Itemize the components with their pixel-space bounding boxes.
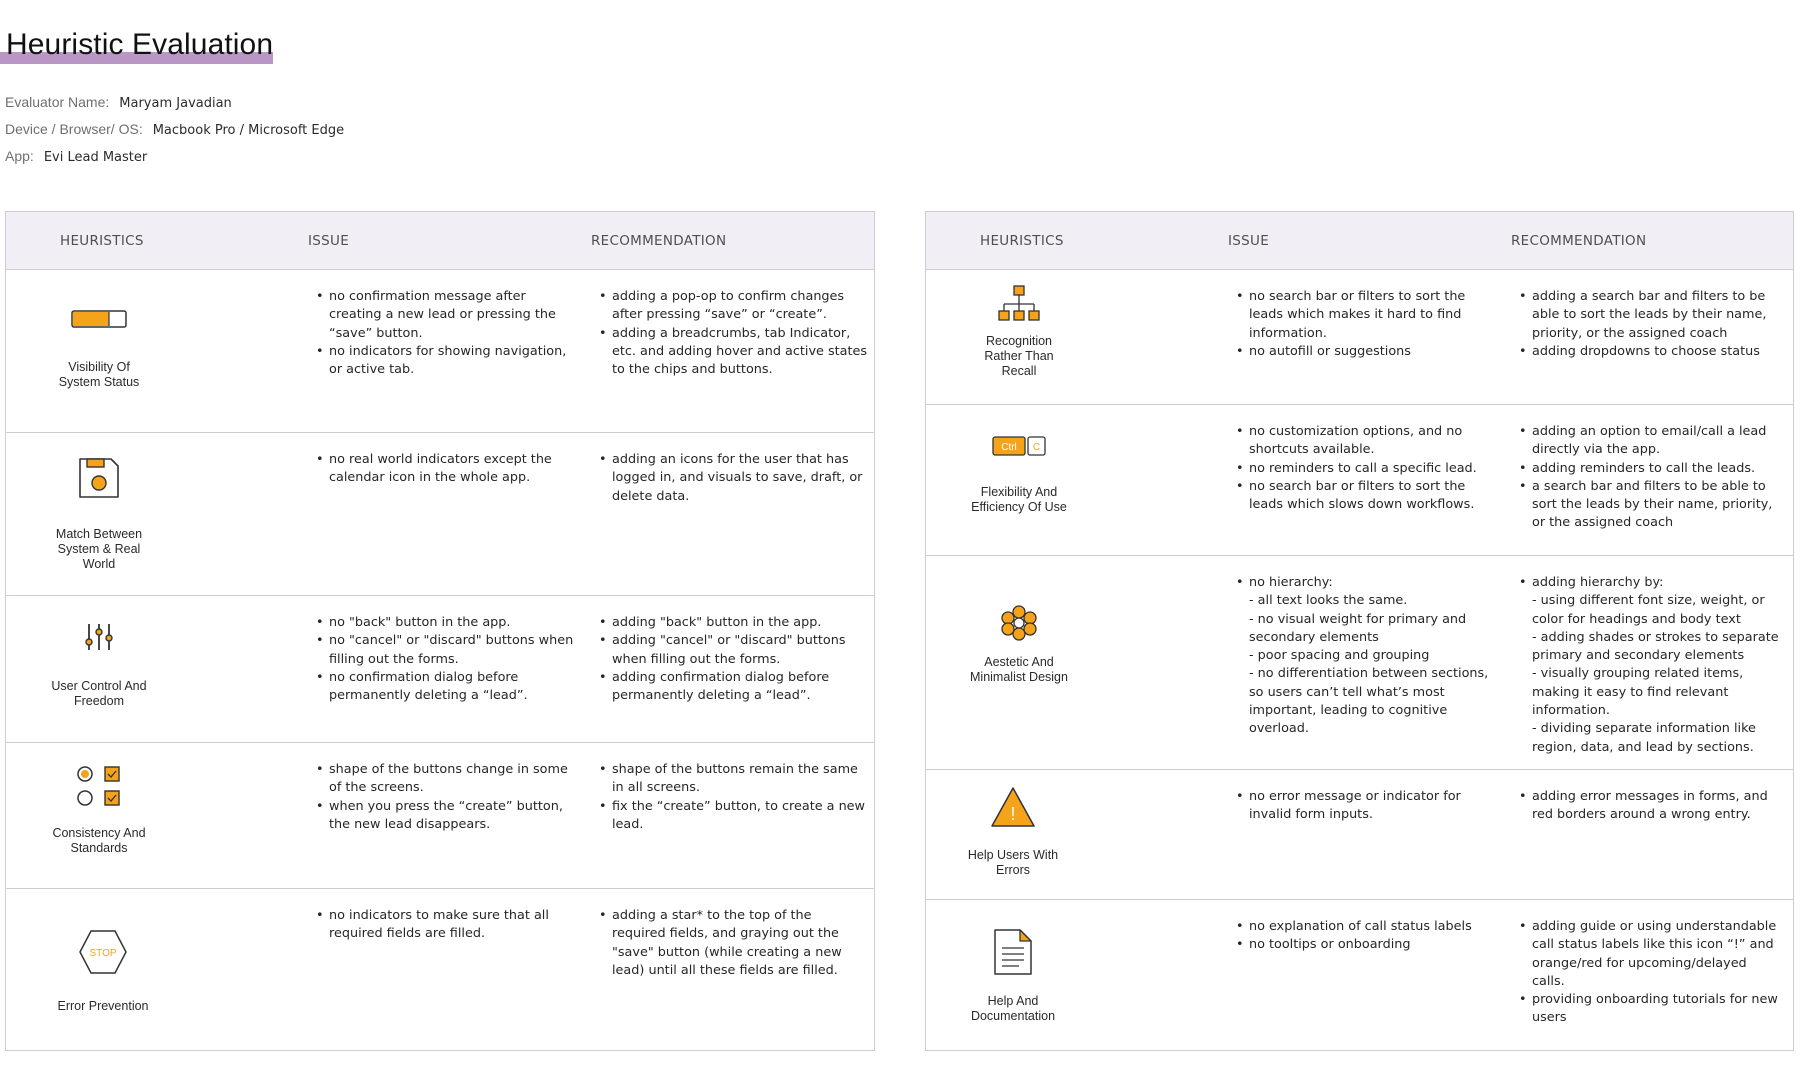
table-row <box>6 743 874 889</box>
document-icon <box>993 928 1033 976</box>
list-item: • adding error messages in forms, and red borders around a wrong entry. <box>1519 788 1768 825</box>
heuristics-column-header: HEURISTICS <box>980 233 1064 249</box>
heuristic-cell <box>24 622 174 709</box>
list-item: • shape of the buttons remain the same in all screens. <box>599 761 865 798</box>
table-row <box>6 889 874 1050</box>
list-item: • adding confirmation dialog before permanently deleting a “lead”. <box>599 669 846 706</box>
heuristic-label: Consistency And Standards <box>52 826 146 855</box>
list-item: • no tooltips or onboarding <box>1236 936 1472 954</box>
page-title: Heuristic Evaluation <box>6 28 274 61</box>
heuristic-label: Flexibility And Efficiency Of Use <box>971 485 1067 514</box>
list-item: • no indicators to make sure that all required fields are filled. <box>316 907 549 944</box>
table-header <box>6 212 874 270</box>
list-item: • no error message or indicator for invalid form inputs. <box>1236 788 1461 825</box>
device-label: Device / Browser/ OS: <box>5 121 143 137</box>
app-value: Evi Lead Master <box>43 150 148 165</box>
recommendation-list <box>599 288 867 379</box>
issue-list <box>1236 423 1477 514</box>
sliders-icon <box>84 622 114 652</box>
table-header <box>926 212 1793 270</box>
recommendation-list <box>599 451 862 506</box>
ctrl-key-text: Ctrl <box>1001 442 1017 453</box>
recommendation-column-header: RECOMMENDATION <box>591 233 727 249</box>
heuristic-cell <box>28 929 178 1014</box>
title-block <box>6 28 273 62</box>
list-item: • adding a pop-op to confirm changes after pressing “save” or “create”. <box>599 288 867 325</box>
issue-list <box>1236 574 1488 739</box>
list-item: • no search bar or filters to sort the leads which slows down workflows. <box>1236 478 1477 515</box>
table-row <box>926 900 1793 1050</box>
recommendation-list <box>1519 574 1779 757</box>
list-item: • no indicators for showing navigation, or active tab. <box>316 343 566 380</box>
list-item: • providing onboarding tutorials for new users <box>1519 991 1778 1028</box>
list-item: • shape of the buttons change in some of the screens. <box>316 761 568 798</box>
list-item: • adding an icons for the user that has logged in, and visuals to save, draft, or delete data. <box>599 451 862 506</box>
list-item: • adding reminders to call the leads. <box>1519 460 1772 478</box>
heuristic-label: Error Prevention <box>57 999 149 1013</box>
list-item: • no confirmation message after creating a new lead or pressing the “save” button. <box>316 288 566 343</box>
table-row <box>6 270 874 433</box>
issue-list <box>316 614 573 705</box>
list-item: • adding "cancel" or "discard" buttons when filling out the forms. <box>599 632 846 669</box>
recommendation-list <box>599 761 865 834</box>
list-item: • no "cancel" or "discard" buttons when filling out the forms. <box>316 632 573 669</box>
table-row <box>926 405 1793 556</box>
issue-list <box>1236 788 1461 825</box>
recommendation-list <box>599 907 842 980</box>
heuristic-cell <box>938 786 1088 878</box>
right-evaluation-table <box>925 211 1794 1051</box>
progress-bar-icon <box>71 310 127 328</box>
list-item: • no hierarchy: - all text looks the same. - no visual weight for primary and secondary elements - poor spacing and grouping - no differentiation between sections, so users can’t tell what’s most important, leading to cognitive overload. <box>1236 574 1488 739</box>
heuristic-cell <box>938 928 1088 1024</box>
recommendation-column-header: RECOMMENDATION <box>1511 233 1647 249</box>
list-item: • adding dropdowns to choose status <box>1519 343 1766 361</box>
keyboard-shortcut-icon <box>992 435 1046 457</box>
recommendation-list <box>599 614 846 705</box>
list-item: • no customization options, and no shortcuts available. <box>1236 423 1477 460</box>
table-row <box>926 270 1793 405</box>
list-item: • a search bar and filters to be able to sort the leads by their name, priority, or the assigned coach <box>1519 478 1772 533</box>
list-item: • no explanation of call status labels <box>1236 918 1472 936</box>
heuristic-cell <box>24 765 174 856</box>
evaluator-value: Maryam Javadian <box>119 96 232 111</box>
issue-list <box>316 288 566 379</box>
table-row <box>926 770 1793 900</box>
issue-list <box>1236 918 1472 955</box>
heuristic-cell <box>24 457 174 572</box>
list-item: • when you press the “create” button, the new lead disappears. <box>316 798 568 835</box>
device-value: Macbook Pro / Microsoft Edge <box>152 123 345 138</box>
list-item: • adding "back" button in the app. <box>599 614 846 632</box>
recommendation-list <box>1519 288 1766 361</box>
table-row <box>6 433 874 596</box>
list-item: • adding a search bar and filters to be able to sort the leads by their name, priority, or the assigned coach <box>1519 288 1766 343</box>
heuristic-label: Match Between System & Real World <box>55 527 143 571</box>
issue-list <box>316 761 568 834</box>
heuristics-column-header: HEURISTICS <box>60 233 144 249</box>
heuristic-label: Recognition Rather Than Recall <box>984 334 1054 378</box>
c-key-text: C <box>1032 442 1041 453</box>
floppy-disk-icon <box>78 457 120 499</box>
list-item: • fix the “create” button, to create a new lead. <box>599 798 865 835</box>
list-item: • no autofill or suggestions <box>1236 343 1465 361</box>
evaluator-label: Evaluator Name: <box>5 94 110 110</box>
warning-mark-text: ! <box>1010 804 1016 824</box>
heuristic-label: Help Users With Errors <box>967 848 1059 877</box>
list-item: • no confirmation dialog before permanently deleting a “lead”. <box>316 669 573 706</box>
recommendation-list <box>1519 788 1768 825</box>
issue-list <box>316 451 552 488</box>
list-item: • no search bar or filters to sort the leads which makes it hard to find information. <box>1236 288 1465 343</box>
heuristic-label: Help And Documentation <box>970 994 1056 1023</box>
list-item: • adding an option to email/call a lead directly via the app. <box>1519 423 1772 460</box>
heuristic-cell <box>944 604 1094 685</box>
list-item: • adding a breadcrumbs, tab Indicator, etc. and adding hover and active states to the chips and buttons. <box>599 325 867 380</box>
list-item: • no reminders to call a specific lead. <box>1236 460 1477 478</box>
issue-list <box>1236 288 1465 361</box>
issue-column-header: ISSUE <box>308 233 350 249</box>
left-evaluation-table <box>5 211 875 1051</box>
device-row <box>5 121 344 138</box>
list-item: • adding hierarchy by: - using different font size, weight, or color for headings and body text - adding shades or strokes to separate primary and secondary elements - visually grouping related items, making it easy to find relevant information. - dividing separate information like region, data, and lead by sections. <box>1519 574 1779 757</box>
stop-sign-icon <box>78 929 128 975</box>
flower-icon <box>1000 604 1038 642</box>
heuristic-label: Aestetic And Minimalist Design <box>970 655 1068 684</box>
issue-column-header: ISSUE <box>1228 233 1270 249</box>
table-row <box>926 556 1793 770</box>
list-item: • no real world indicators except the calendar icon in the whole app. <box>316 451 552 488</box>
heuristic-cell <box>944 284 1094 379</box>
recommendation-list <box>1519 918 1778 1028</box>
app-label: App: <box>5 148 34 164</box>
table-row <box>6 596 874 743</box>
app-row <box>5 148 147 165</box>
evaluator-row <box>5 94 232 111</box>
radio-checkbox-icon <box>76 765 122 807</box>
heuristic-cell <box>944 435 1094 515</box>
list-item: • adding a star* to the top of the required fields, and graying out the "save" button (while creating a new lead) until all these fields are filled. <box>599 907 842 980</box>
recommendation-list <box>1519 423 1772 533</box>
heuristic-label: Visibility Of System Status <box>58 360 140 389</box>
list-item: • no "back" button in the app. <box>316 614 573 632</box>
list-item: • adding guide or using understandable call status labels like this icon “!” and orange/red for upcoming/delayed calls. <box>1519 918 1778 991</box>
warning-triangle-icon <box>990 786 1036 828</box>
issue-list <box>316 907 549 944</box>
heuristic-cell <box>24 310 174 390</box>
heuristic-label: User Control And Freedom <box>51 679 147 708</box>
hierarchy-icon <box>997 284 1041 322</box>
stop-sign-text: STOP <box>89 948 117 959</box>
